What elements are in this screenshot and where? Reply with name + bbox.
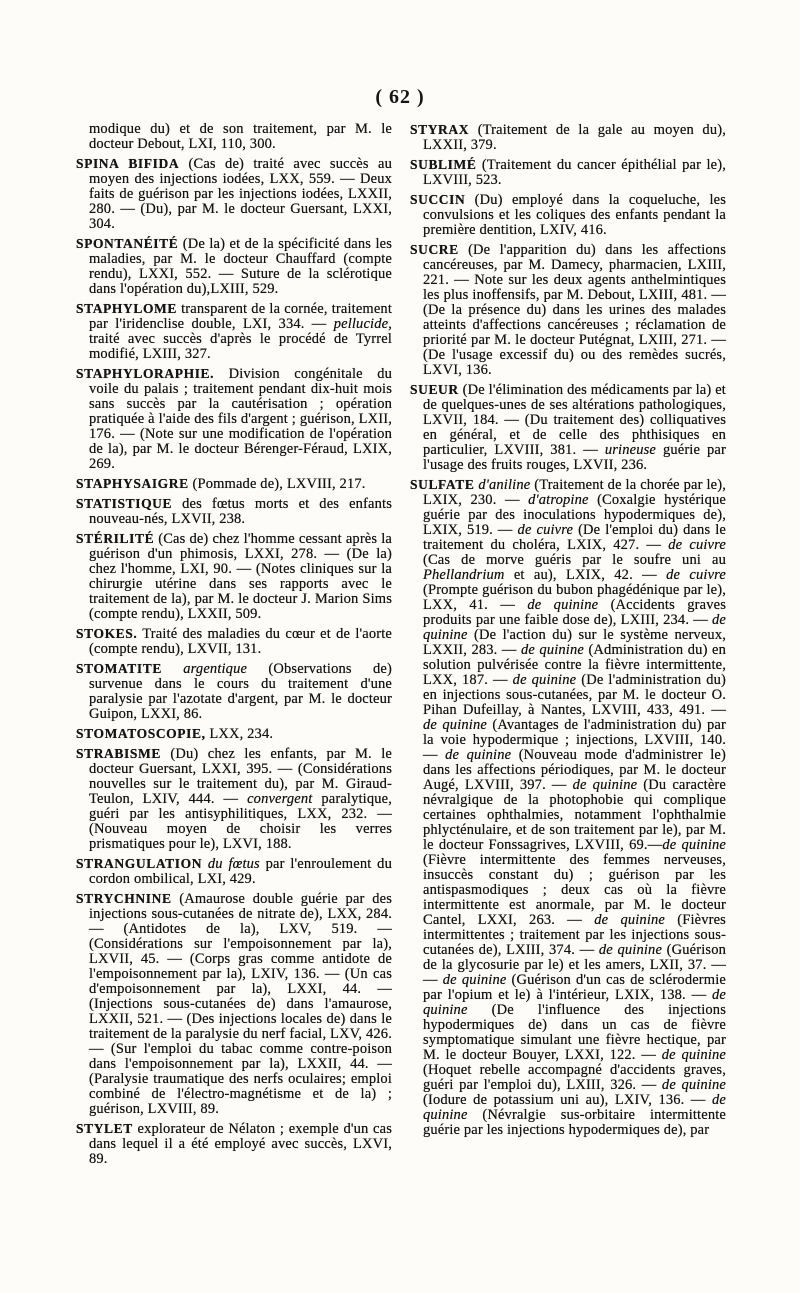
entry-text-italic: de quinine <box>598 942 663 958</box>
index-entry <box>410 157 726 188</box>
entry-text-italic: d'atropine <box>528 492 589 508</box>
entry-text: (Du) employé dans la coqueluche, les convulsions et les coliques des enfants pendant la première dentition, LXIV, 416. <box>423 192 726 238</box>
index-entry <box>76 236 392 297</box>
entry-headword: STAPHYLORAPHIE. <box>76 366 215 381</box>
right-column <box>410 122 726 1142</box>
entry-text: et au), LXIX, 42. — <box>504 567 667 583</box>
entry-text: (Observations de) survenue dans le cours du traitement d'une paralysie par l'azotate d'argent, par M. le docteur Guipon, LXXI, 86. <box>89 661 392 722</box>
entry-text-italic: de quinine <box>445 747 512 763</box>
entry-headword: STYLET <box>76 1121 133 1136</box>
entry-text-italic: de quinine <box>572 777 638 793</box>
entry-text-italic: de cuivre <box>668 537 726 553</box>
entry-text: (Amaurose double guérie par des injections sous-cutanées de nitrate de), LXX, 284. — (Antidotes de la), LXV, 519. — (Considérations sur l'empoisonnement par la), LXVII, 45. — (Corps gras comme antidote de l'empoisonnement par la), LXIV, 136. — (Un cas d'empoisonnement par la), LXXI, 44. — (Injections sous-cutanées de) dans l'amaurose, LXXII, 521. — (Des injections locales de) dans le traitement de la paralysie du nerf facial, LXV, 426. — (Sur l'emploi du tabac comme contre-poison dans l'empoisonnement par la), LXXII, 44. —(Paralysie traumatique des nerfs oculaires; emploi combiné de l'électro-magnétisme et de la) ; guérison, LXVIII, 89. <box>89 891 392 1117</box>
entry-text-italic: urineuse <box>604 442 656 458</box>
entry-text: (De l'apparition du) dans les affections cancéreuses, par M. Damecy, pharmacien, LXIII, 221. — Note sur les deux agents anthelmintiques les plus inoffensifs, par M. Debout, LXIII, 481. — (De la présence du) dans les urines des malades atteints d'affections cancéreuses ; réclamation de priorité par M. le docteur Putégnat, LXIII, 271. — (De l'usage excessif du) ou des remèdes sucrés, LXVI, 136. <box>423 242 726 378</box>
entry-text: (De l'influence des injections hypodermiques de) dans un cas de fièvre symptomatique simulant une fièvre hectique, par M. le docteur Bouyer, LXXI, 122. — <box>423 1002 726 1063</box>
entry-text-italic: de quinine <box>442 972 507 988</box>
index-entry <box>76 726 392 742</box>
entry-text: modique du) et de son traitement, par M. le docteur Debout, LXI, 110, 300. <box>89 121 392 152</box>
entry-headword: STRANGULATION <box>76 856 203 871</box>
entry-headword: SUCRE <box>410 242 459 257</box>
index-entry <box>76 626 392 657</box>
entry-text: Traité des maladies du cœur et de l'aorte (compte rendu), LXVII, 131. <box>89 626 392 657</box>
entry-text-italic: du fœtus <box>202 856 260 872</box>
entry-headword: STÉRILITÉ <box>76 531 155 546</box>
entry-text-italic: pellucide <box>333 316 389 332</box>
entry-headword: STOMATITE <box>76 661 162 676</box>
entry-text-italic: argentique <box>161 661 248 677</box>
entry-text: des fœtus morts et des enfants nouveau-nés, LXVII, 238. <box>89 496 392 527</box>
entry-text-italic: convergent <box>247 791 313 807</box>
entry-text: (De l'action du) sur le système nerveux, LXXII, 283. — <box>423 627 726 658</box>
entry-text: (Coxalgie hystérique guérie par des inoculations hypodermiques de), LXIX, 519. — <box>423 492 726 538</box>
entry-headword: STOKES. <box>76 626 138 641</box>
entry-text: Division congénitale du voile du palais ; traitement pendant dix-huit mois sans succès par la cautérisation ; opération pratiquée à l'aide des fils d'argent ; guérison, LXII, 176. — (Note sur une modification de l'opération de la), par M. le docteur Bérenger-Féraud, LXIX, 269. <box>89 366 392 472</box>
entry-headword: SUBLIMÉ <box>410 157 477 172</box>
entry-text: (De l'emploi du) dans le traitement du choléra, LXIX, 427. — <box>423 522 726 553</box>
entry-headword: SPINA BIFIDA <box>76 156 180 171</box>
entry-headword: STYRAX <box>410 122 470 137</box>
entry-text: (Administration du) en solution pulvérisée contre la fièvre intermittente, LXX, 187. — <box>423 642 727 688</box>
entry-text: (Traitement de la gale au moyen du), LXXII, 379. <box>423 122 726 153</box>
index-entry <box>410 242 726 378</box>
index-entry <box>76 746 392 852</box>
index-entry <box>76 476 392 492</box>
entry-headword: STOMATOSCOPIE, <box>76 726 206 741</box>
entry-text: (De l'administration du) en injections sous-cutanées, par M. le docteur O. Pihan Dufeillay, à Nantes, LXVIII, 433, 491. — <box>423 672 726 718</box>
entry-text: (Cas de) chez l'homme cessant après la guérison d'un phimosis, LXXI, 278. — (De la) chez l'homme, LXI, 90. — (Notes cliniques sur la chirurgie utérine dans ses rapports avec le traitement de la), par M. le docteur J. Marion Sims (compte rendu), LXXII, 509. <box>89 531 392 622</box>
entry-text: (Iodure de potassium uni au), LXIV, 136. — <box>423 1092 712 1108</box>
entry-text: par l'enroulement du cordon ombilical, LXI, 429. <box>89 856 392 887</box>
entry-headword: SULFATE <box>410 477 475 492</box>
entry-text: (Fièvre intermittente des femmes nerveuses, insuccès constant du) ; guérison par les antispasmodiques ; deux cas où la fièvre intermittente est anormale, par M. le docteur Cantel, LXXI, 263. — <box>423 852 726 928</box>
index-entry <box>76 496 392 527</box>
entry-text: (Fièvres intermittentes ; traitement par les injections sous-cutanées de), LXIII, 374. — <box>423 912 726 958</box>
entry-text-italic: de quinine <box>594 912 665 928</box>
index-entry <box>76 301 392 362</box>
index-entry <box>410 192 726 238</box>
entry-text-italic: de quinine <box>661 1047 726 1063</box>
index-entry <box>76 891 392 1117</box>
entry-headword: STAPHYSAIGRE <box>76 476 189 491</box>
entry-text: (Traitement du cancer épithélial par le), LXVIII, 523. <box>423 157 726 188</box>
left-column <box>76 122 392 1171</box>
index-entry <box>76 1121 392 1167</box>
index-entry <box>410 477 726 1138</box>
index-entry <box>76 122 392 152</box>
index-entry <box>76 156 392 232</box>
entry-headword: SUEUR <box>410 382 459 397</box>
entry-text: (De l'élimination des médicaments par la) et de quelques-unes de ses altérations pathologiques, LXVII, 184. — (Du traitement des) colliquatives en général, et de celle des phthisiques en particulier, LXVIII, 381. — <box>423 382 726 458</box>
entry-text: guérie par l'usage des fruits rouges, LXVII, 236. <box>423 442 726 473</box>
entry-text-italic: de quinine <box>423 717 487 733</box>
entry-text: (Hoquet rebelle accompagné d'accidents graves, guéri par l'emploi du), LXIII, 326. — <box>423 1062 726 1093</box>
entry-text-italic: de quinine <box>423 612 726 643</box>
entry-headword: STATISTIQUE <box>76 496 173 511</box>
entry-text: LXX, 234. <box>205 726 274 742</box>
entry-text-italic: d'aniline <box>474 477 531 493</box>
entry-text: (Cas de morve guéris par le soufre uni au <box>423 552 726 568</box>
entry-text-italic: de cuivre <box>517 522 574 538</box>
entry-text-italic: Phellandrium <box>423 567 505 583</box>
entry-headword: SPONTANÉITÉ <box>76 236 179 251</box>
entry-text-italic: de cuivre <box>666 567 726 583</box>
page-number: ( 62 ) <box>375 86 425 108</box>
index-entry <box>76 531 392 622</box>
entry-headword: SUCCIN <box>410 192 466 207</box>
entry-text: (De la) et de la spécificité dans les maladies, par M. le docteur Chauffard (compte rendu), LXXI, 552. — Suture de la sclérotique dans l'opération du),LXIII, 529. <box>89 236 392 297</box>
entry-text: (Du caractère névralgique de la photophobie qui complique certaines ophthalmies, notamment l'ophthalmie phlycténulaire, et de son traitement par le), par M. le docteur Fonssagrives, LXVIII, 69.— <box>423 777 726 853</box>
index-entry <box>410 122 726 153</box>
entry-text: transparent de la cornée, traitement par l'iridenclise double, LXI, 334. — <box>89 301 392 332</box>
entry-text: , traité avec succès d'après le procédé de Tyrrel modifié, LXIII, 327. <box>89 316 392 362</box>
entry-text: (Avantages de l'administration du) par la voie hypodermique ; injections, LXVIII, 140. — <box>423 717 726 763</box>
entry-text: (Cas de) traité avec succès au moyen des injections iodées, LXX, 559. — Deux faits de guérison par les injections iodées, LXXII, 280. — (Du), par M. le docteur Guersant, LXXI, 304. <box>89 156 392 232</box>
entry-text-italic: de quinine <box>423 1092 726 1123</box>
entry-text: (Guérison d'un cas de sclérodermie par l'opium et le) à l'intérieur, LXIX, 138. — <box>423 972 726 1003</box>
entry-text-italic: de quinine <box>527 597 599 613</box>
entry-text: (Prompte guérison du bubon phagédénique par le), LXX, 41. — <box>423 582 726 613</box>
entry-text-italic: de quinine <box>512 672 577 688</box>
index-entry <box>76 661 392 722</box>
entry-text: (Guérison de la glycosurie par le) et les amers, LXII, 37. — — <box>423 942 726 988</box>
index-entry <box>76 856 392 887</box>
entry-text-italic: de quinine <box>423 987 726 1018</box>
entry-text-italic: de quinine <box>661 1077 726 1093</box>
entry-headword: STAPHYLOME <box>76 301 178 316</box>
entry-headword: STRYCHNINE <box>76 891 172 906</box>
entry-headword: STRABISME <box>76 746 161 761</box>
entry-text: (Accidents graves produits par une faible dose de), LXIII, 234. — <box>423 597 726 628</box>
entry-text: (Pommade de), LXVIII, 217. <box>188 476 366 492</box>
entry-text: paralytique, guéri par les antisyphilitiques, LXX, 232. — (Nouveau moyen de choisir les verres prismatiques pour le), LXVI, 188. <box>89 791 393 852</box>
index-entry <box>76 366 392 472</box>
entry-text: (Du) chez les enfants, par M. le docteur Guersant, LXXI, 395. — (Considérations nouvelles sur le traitement du), par M. Giraud-Teulon, LXIV, 444. — <box>89 746 392 807</box>
entry-text-italic: de quinine <box>662 837 726 853</box>
entry-text: (Nouveau mode d'administrer le) dans les affections périodiques, par M. le docteur Augé, LXVIII, 397. — <box>423 747 726 793</box>
index-entry <box>410 382 726 473</box>
entry-text: (Traitement de la chorée par le), LXIX, 230. — <box>423 477 726 508</box>
entry-text: (Névralgie sus-orbitaire intermittente guérie par les injections hypodermiques de), par <box>423 1107 726 1138</box>
entry-text-italic: de quinine <box>520 642 584 658</box>
entry-text: explorateur de Nélaton ; exemple d'un cas dans lequel il a été employé avec succès, LXVI, 89. <box>89 1121 392 1167</box>
